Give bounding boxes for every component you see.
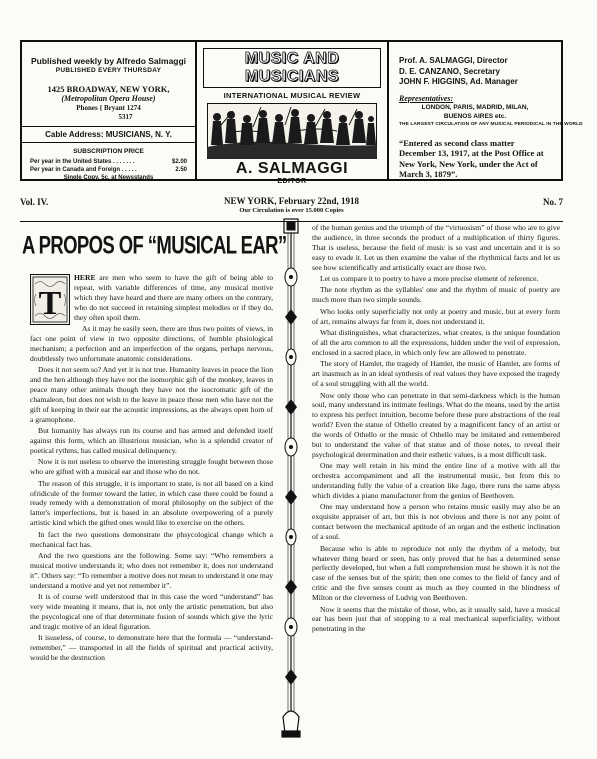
representatives-cities-2: BUENOS AIRES etc. <box>443 112 507 120</box>
issue-number: No. 7 <box>543 197 563 207</box>
article-column-left <box>30 273 273 739</box>
paragraph: One may well retain in his mind the entire line of a motive with all the orchestra accompaniment and all the instrumental music, but from this to understanding fully the value of a creation like Jago, there runs the same abyss which divides a piano manufacturer from the genius of Beethoven. <box>312 461 560 501</box>
paragraph: The story of Hamlet, the tragedy of Hamlet, the music of Hamlet, are forms of art inasmuch as in an ideal synthesis of real values they have exposed the tragedy of a soul struggling with all the world. <box>312 359 560 389</box>
paragraph: The reason of this struggle, it is important to state, is not all based on a kind ofridicule of the former toward the latter, in which case there could be found a ready remedy with a demonstration of moral philosophy on the subject of the latter's imperfections, but is based in an absolute overpowering of a purely artistic kind which the gifted ones would like to exercise on the others. <box>30 478 273 528</box>
masthead-logo <box>197 42 389 185</box>
price-row-foreign <box>30 166 187 174</box>
drop-cap <box>30 274 70 325</box>
staff-manager: JOHN F. HIGGINS, Ad. Manager <box>399 77 518 86</box>
circulation-note: Our Circulation is over 15.000 Copies <box>239 207 344 214</box>
paragraph: of the human genius and the triumph of the “virtuosism” of those who are to give the audience, in three seconds the product of a multiplication of thirty figures. That is useless, because the field of music is so vast and uncertain and it is so easy to evade it. Let us then examine the value of the rhythmical facts and let us see how scientifically and artistically exact are those two. <box>312 223 560 272</box>
cable-address: Cable Address: MUSICIANS, N. Y. <box>22 126 195 143</box>
paragraph: As it may be easily seen, there are thus two points of views, in fact one point of view in two opposite directions, of humble phsiological mechanism; a perfection and an imperfection of the organs, perhaps nervous, doubtlessly two unfortunate anatomic considerations. <box>30 324 273 363</box>
single-copy-price: Single Copy, 5c. at Newsstands <box>63 175 154 181</box>
subscription-heading: SUBSCRIPTION PRICE <box>73 148 144 155</box>
paragraph: Does it not seem so? And yet it is not true. Humanity leaves in peace the lion and the hen although they have not the isomorphic gift of the monkey, leaves in peace many other animals though they have not the isocromatic gift of the chamaleon, but does not wish to the leave in peace those men who have not the gift of keeping in their ear the acoustic impressions, as the always open horn of a gramophone. <box>30 365 273 424</box>
paragraph: Now only those who can penetrate in that semi-darkness which is the human soul, many understand its intimate feelings. What do the means, used by the artist to express his perfect intuition, become before these pure abstractions of the real world? Even the statue of Othello created by a magnificent fancy of an artist or the words of Othello or the music of Othello may be imitated and remembered but to understand the value of that statue and of those notes, to reveal their psychological determination and their esthetic values, is a most difficult task. <box>312 390 560 459</box>
ornamental-initial-icon <box>30 274 70 325</box>
svg-text:T: T <box>38 285 62 322</box>
representatives-cities-1: LONDON, PARIS, MADRID, MILAN, <box>421 103 529 111</box>
paragraph: Who looks only superficially not only at poetry and music, but at every form of art, remains always far from it, does not understand it. <box>312 306 560 326</box>
article-opening-paragraph <box>30 273 273 323</box>
masthead-staff-info <box>389 42 583 179</box>
representatives-label: Representatives: <box>399 93 454 103</box>
article-headline: A PROPOS OF “MUSICAL EAR” <box>22 230 287 259</box>
phone-number-2: 5317 <box>118 113 133 121</box>
paragraph: Because who is able to reproduce not only the rhythm of a melody, but whatever thing heard or seen, has only proved that he has a determined sense perfectly developed, but when a full comprehension must be shown it is not the case of the senses but of the spirit; then one comes to the field of fancy and of critic and the five senses count as much as they counted in the blindness of Milton or the cleverness of Ludvig von Beethoven. <box>312 543 560 603</box>
publication-subtitle: INTERNATIONAL MUSICAL REVIEW <box>223 91 361 100</box>
staff-secretary: D. E. CANZANO, Secretary <box>399 66 500 76</box>
price-label-us: Per year in the United States . . . . . . . <box>30 159 135 165</box>
paragraph: In fact the two questions demonstrate the phsycological change which a mechanical fact has. <box>30 529 273 549</box>
issue-date: NEW YORK, February 22nd, 1918 <box>223 196 359 206</box>
paragraph: What distinguishes, what characterizes, what creates, is the unique foundation of all the arts common to all the expressions, hidden under the veil of expression, enclosed in a sacred place, in which only few are allowed to penetrate. <box>312 328 560 357</box>
paragraph: Now it seems that the mistake of those, who, as it usually said, have a musical ear has been just that of stopping to a real mechanical superficiality, without penetrating in the <box>312 604 560 634</box>
paragraph: Let us compare it to poetry to have a more precise element of reference. <box>320 274 539 284</box>
publication-title: MUSIC AND MUSICIANS <box>203 48 381 88</box>
masthead <box>20 40 583 185</box>
circulation-claim: THE LARGEST CIRCULATION OF ANY MUSICAL PERIODICAL IN THE WORLD <box>399 121 583 127</box>
phones-label: Phones <box>76 104 98 112</box>
masthead-publisher-info <box>22 42 197 179</box>
article-opening-text: are men who seem to have the gift of being able to repeat, with variable differences of time, any musical motive which they have heard and there are many others on the contrary, who do not succeed in retaining simplest melodies or if they do, they often spoil them. <box>74 273 273 322</box>
price-value-foreign: 2.50 <box>175 167 187 173</box>
paragraph: The note rhythm as the syllables' one and the rhythm of music of poetry are much more than two simple sounds. <box>312 285 560 305</box>
paragraph: Now it is not useless to observe the interesting struggle fought between those who are gifted with a musical ear and those who do not. <box>30 457 273 477</box>
price-row-us <box>30 158 187 166</box>
musicians-vignette-illustration <box>207 103 377 159</box>
phone-number-1: Bryant 1274 <box>103 104 141 112</box>
paragraph: One may understand how a person who retains music easily may also be an exquisite appraiser of art, but this is not obvious and there is not any point of contact between the mechanical aptitude of an organ and the esthetic inclination of a soul. <box>312 502 560 542</box>
article-first-word: HERE <box>74 273 96 282</box>
ornamental-column-divider <box>279 217 303 739</box>
publication-frequency: PUBLISHED EVERY THURSDAY <box>55 67 162 74</box>
postal-entry-notice: “Entered as second class matter December 13, 1917, at the Post Office at New York, New York, under the Act of March 3, 1879”. <box>399 137 544 179</box>
paragraph: It is of course well understood that in this case the word “understand” has very wide meaning it means, that is, not only the artistic penetration, but also the psycological one of that determinate fusion of sounds which give the lyric and tragic motive of an ideal figuration. <box>30 592 273 631</box>
paragraph: It isuseless, of course, to demonstrate here that the formula — “understand-remember,” — transported in all the fields of spiritual and practical activity, would be the destruction <box>30 633 273 663</box>
article-column-right <box>312 223 560 739</box>
office-building: (Metropolitan Opera House) <box>61 94 156 103</box>
paragraph: But humanity has always run its course and has armed and defended itself against this form, which an illustrious musician, who is a splendid creator of poetical rythms, has called musical delinquency. <box>30 426 273 455</box>
editor-role: EDITOR <box>277 178 307 185</box>
office-address: 1425 BROADWAY, NEW YORK, <box>47 84 170 94</box>
price-label-foreign: Per year in Canada and Foreign . . . . . <box>30 167 137 173</box>
editor-name: A. SALMAGGI <box>235 160 349 177</box>
phone-numbers: Phones { Bryant 1274 5317 <box>76 104 141 121</box>
publisher-line: Published weekly by Alfredo Salmaggi <box>30 56 187 66</box>
paragraph: And the two questions are the following. Some say: “Who remembers a musical motive understands it; who does not remember it, does not understand it”. Others say: “To remember a motive does not mean to understand it one may understand a motive and yet not remember it”. <box>30 550 273 590</box>
volume-number: Vol. IV. <box>20 197 49 207</box>
price-value-us: $2.00 <box>171 159 187 165</box>
staff-director: Prof. A. SALMAGGI, Director <box>399 56 508 65</box>
